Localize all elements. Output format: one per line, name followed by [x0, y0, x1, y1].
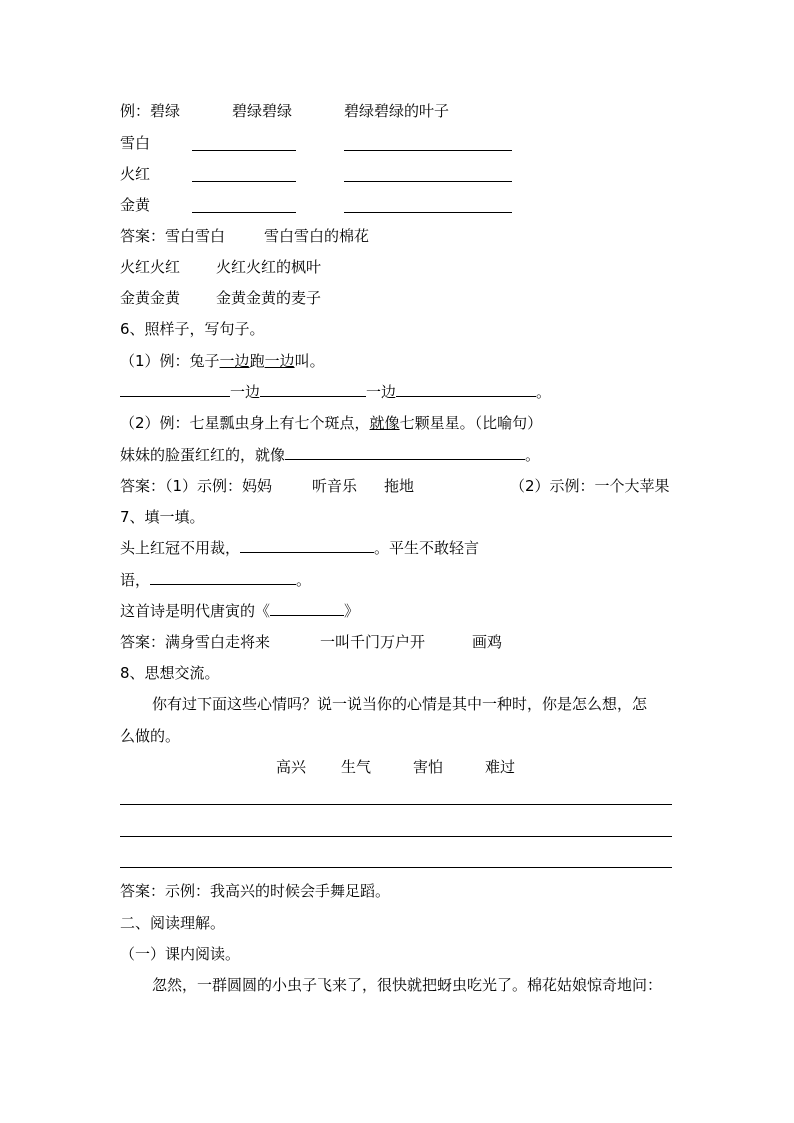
- answer-phrase-3: 金黄金黄的麦子: [216, 289, 322, 307]
- answer-line-3[interactable]: [120, 867, 672, 868]
- ex7-line3: 这首诗是明代唐寅的《 》: [120, 602, 360, 620]
- answer-ex5-row1: [120, 226, 225, 246]
- mood-2: 生气: [341, 758, 372, 776]
- blank-phrase-2[interactable]: [344, 181, 512, 182]
- fill-blank-6[interactable]: [150, 570, 296, 585]
- fill-blank-2[interactable]: [260, 382, 366, 397]
- ex6-answer-2: 听音乐: [312, 477, 358, 495]
- ex6-answer-3: 拖地: [384, 477, 415, 495]
- fill-blank-7[interactable]: [270, 601, 344, 616]
- ex7-answer-2: 一叫千门万户开: [320, 633, 426, 651]
- fill-blank-4[interactable]: [285, 445, 525, 460]
- row-word-2: 火红: [120, 165, 151, 183]
- mood-1: 高兴: [276, 758, 307, 776]
- ex6-q1-word1: 一边: [219, 352, 250, 370]
- ex6-q2: （2）例：七星瓢虫身上有七个斑点，就像七颗星星。（比喻句）: [120, 414, 543, 432]
- ex6-q1: （1）例：兔子一边跑一边叫。: [120, 352, 325, 370]
- blank-ab-1[interactable]: [192, 150, 296, 151]
- answer-ab-2: 火红火红: [120, 258, 181, 276]
- ex7-answer-3: 画鸡: [472, 633, 503, 651]
- row-word-3: 金黄: [120, 196, 151, 214]
- answer-label: 答案：: [120, 227, 166, 245]
- blank-ab-3[interactable]: [192, 212, 296, 213]
- ex8-para-line1: 你有过下面这些心情吗？说一说当你的心情是其中一种时，你是怎么想，怎: [152, 695, 648, 713]
- example-phrase: 碧绿碧绿的叶子: [344, 102, 450, 120]
- answer-ab-3: 金黄金黄: [120, 289, 181, 307]
- ex6-q1-word2: 一边: [264, 352, 295, 370]
- example-ab: 碧绿碧绿: [232, 102, 293, 120]
- ex7-title: 7、填一填。: [120, 508, 205, 526]
- mood-3: 害怕: [413, 758, 444, 776]
- section2-para: 忽然，一群圆圆的小虫子飞来了，很快就把蚜虫吃光了。棉花姑娘惊奇地问：: [152, 976, 663, 994]
- fill-blank-1[interactable]: [120, 382, 230, 397]
- ex6-q2-underlined: 就像: [369, 414, 400, 432]
- ex8-para-line2: 么做的。: [120, 727, 181, 745]
- example-label: 例：碧绿: [120, 102, 181, 120]
- mood-4: 难过: [485, 758, 516, 776]
- section2-sub: （一）课内阅读。: [120, 945, 241, 963]
- ex7-answer-1: 答案：满身雪白走将来: [120, 633, 271, 651]
- blank-ab-2[interactable]: [192, 181, 296, 182]
- fill-blank-3[interactable]: [396, 382, 536, 397]
- ex8-answer: 答案：示例：我高兴的时候会手舞足蹈。: [120, 882, 391, 900]
- ex6-title: 6、照样子，写句子。: [120, 320, 265, 338]
- blank-phrase-3[interactable]: [344, 212, 512, 213]
- ex6-q1-fill: 一边 一边 。: [120, 382, 551, 402]
- ex7-line1: 头上红冠不用裁， 。平生不敢轻言: [120, 539, 480, 557]
- ex6-answer-1: 答案：（1）示例：妈妈: [120, 477, 273, 495]
- section2-title: 二、阅读理解。: [120, 914, 226, 932]
- ex7-line2: 语， 。: [120, 571, 312, 589]
- answer-phrase-1: 雪白雪白的棉花: [264, 227, 370, 245]
- answer-line-1[interactable]: [120, 804, 672, 805]
- answer-line-2[interactable]: [120, 836, 672, 837]
- fill-blank-5[interactable]: [240, 538, 374, 553]
- answer-ab-1: 雪白雪白: [165, 227, 226, 245]
- row-word-1: 雪白: [120, 134, 151, 152]
- ex8-title: 8、思想交流。: [120, 664, 220, 682]
- ex6-answer-4: （2）示例：一个大苹果: [510, 477, 670, 495]
- answer-phrase-2: 火红火红的枫叶: [216, 258, 322, 276]
- ex6-q2-fill: 妹妹的脸蛋红红的，就像 。: [120, 446, 541, 464]
- blank-phrase-1[interactable]: [344, 150, 512, 151]
